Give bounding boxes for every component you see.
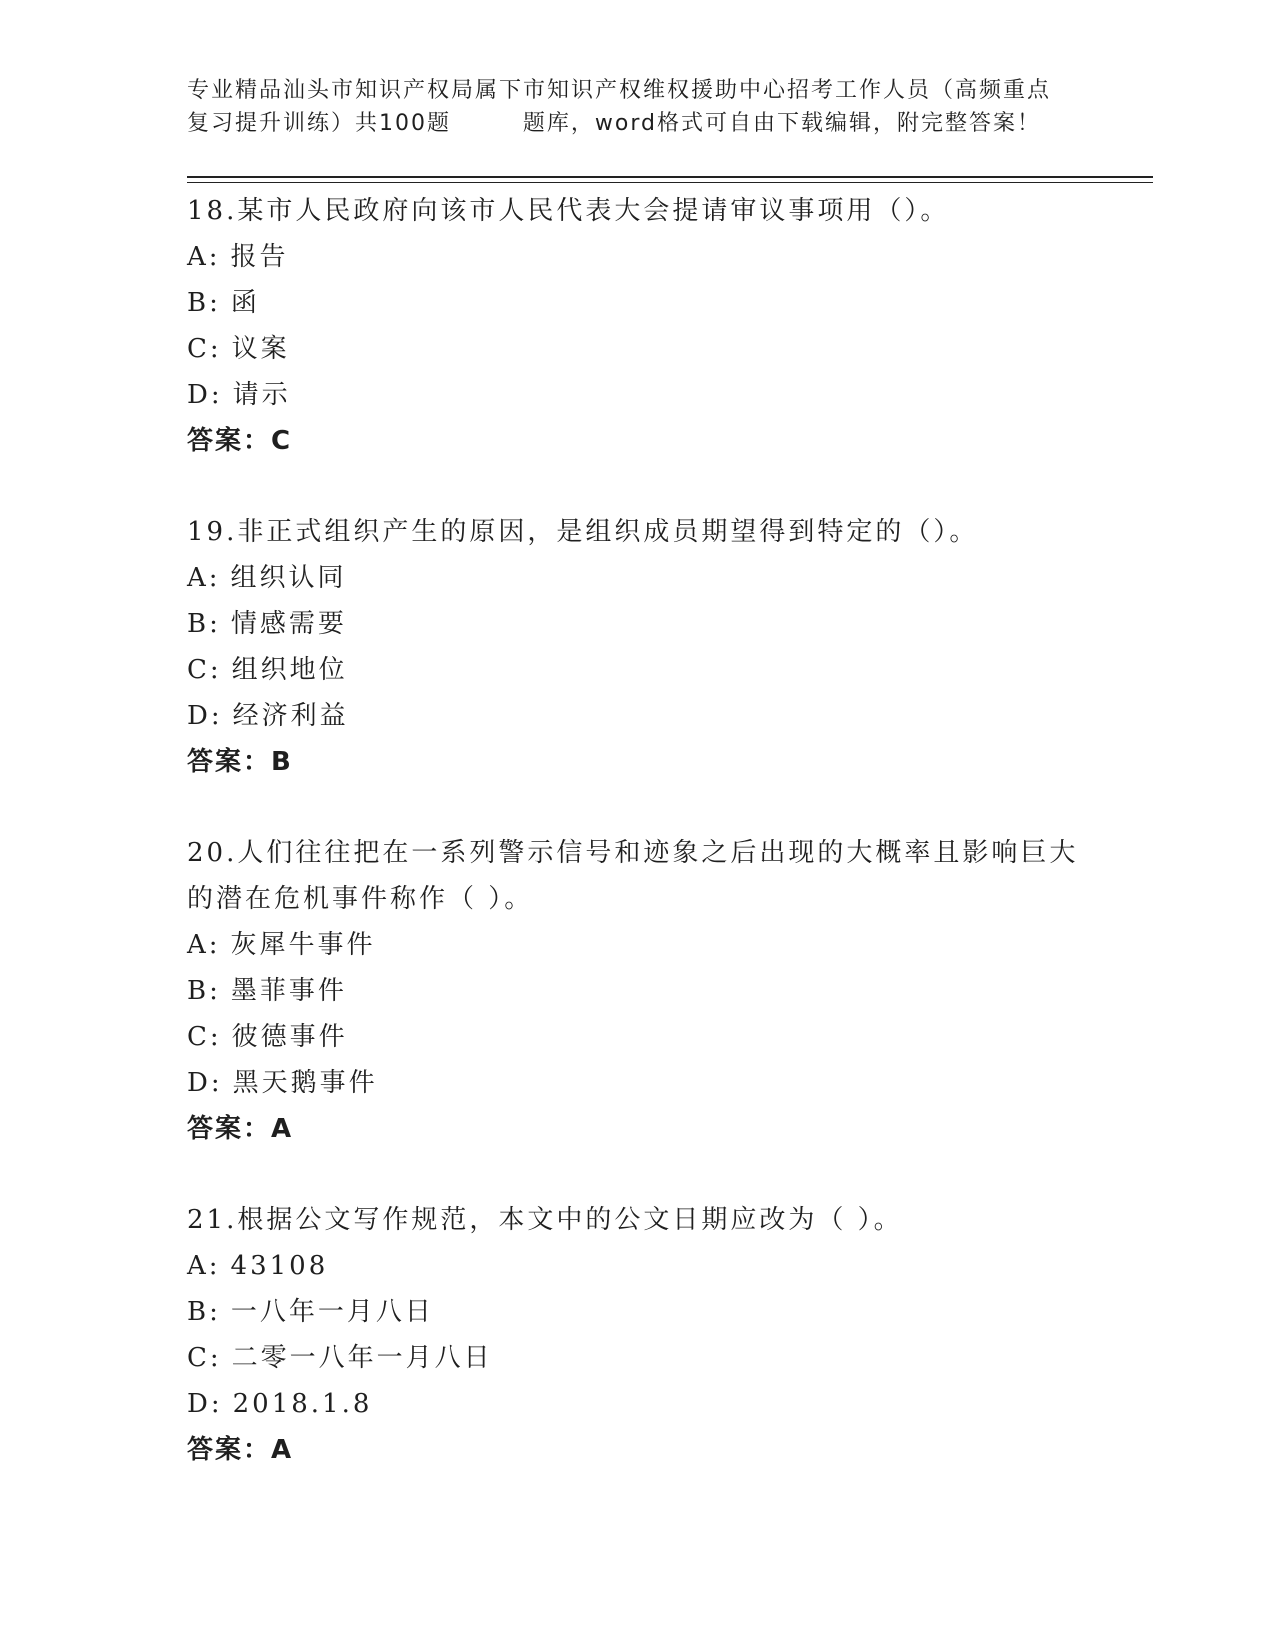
option-text: 二零一八年一月八日 xyxy=(231,1343,493,1373)
option-text: 组织地位 xyxy=(231,655,348,685)
option-text: 组织认同 xyxy=(230,563,347,593)
option-letter: C: xyxy=(187,1343,222,1373)
question-stem xyxy=(187,509,1147,555)
option-c xyxy=(187,326,1147,372)
option-letter: B: xyxy=(187,976,221,1006)
question-stem-line: 的潜在危机事件称作（ ）。 xyxy=(187,884,534,914)
option-letter: B: xyxy=(187,1297,221,1327)
question-list xyxy=(187,188,1147,1518)
question-stem xyxy=(187,830,1147,922)
option-text: 灰犀牛事件 xyxy=(230,930,376,960)
option-letter: D: xyxy=(187,1389,223,1419)
option-text: 43108 xyxy=(230,1251,329,1281)
option-b xyxy=(187,601,1147,647)
option-letter: C: xyxy=(187,334,222,364)
option-d xyxy=(187,693,1147,739)
question-stem-line: 18.某市人民政府向该市人民代表大会提请审议事项用（）。 xyxy=(187,196,950,226)
option-text: 情感需要 xyxy=(230,609,347,639)
header-divider-thin xyxy=(187,182,1153,183)
option-text: 议案 xyxy=(231,334,290,364)
question-stem-line: 20.人们往往把在一系列警示信号和迹象之后出现的大概率且影响巨大 xyxy=(187,838,1079,868)
option-a xyxy=(187,234,1147,280)
option-letter: D: xyxy=(187,1068,223,1098)
option-text: 墨菲事件 xyxy=(230,976,347,1006)
option-c xyxy=(187,1014,1147,1060)
question-item xyxy=(187,188,1147,464)
option-letter: C: xyxy=(187,1022,222,1052)
option-letter: B: xyxy=(187,288,221,318)
option-text: 2018.1.8 xyxy=(232,1389,373,1419)
option-d xyxy=(187,1381,1147,1427)
option-d xyxy=(187,1060,1147,1106)
document-header xyxy=(187,74,1107,140)
option-letter: B: xyxy=(187,609,221,639)
option-letter: A: xyxy=(187,1251,221,1281)
option-text: 经济利益 xyxy=(232,701,349,731)
option-text: 请示 xyxy=(232,380,291,410)
option-text: 报告 xyxy=(230,242,289,272)
question-item xyxy=(187,830,1147,1152)
option-b xyxy=(187,968,1147,1014)
question-stem-line: 21.根据公文写作规范，本文中的公文日期应改为（ ）。 xyxy=(187,1205,903,1235)
option-text: 彼德事件 xyxy=(231,1022,348,1052)
question-item xyxy=(187,1197,1147,1473)
option-d xyxy=(187,372,1147,418)
option-b xyxy=(187,280,1147,326)
option-a xyxy=(187,555,1147,601)
option-letter: D: xyxy=(187,380,223,410)
answer-line: 答案：B xyxy=(187,747,293,777)
header-line-2: 复习提升训练）共100题 题库，word格式可自由下载编辑，附完整答案！ xyxy=(187,111,1042,136)
question-stem xyxy=(187,1197,1147,1243)
option-letter: A: xyxy=(187,930,221,960)
question-item xyxy=(187,509,1147,785)
answer-line: 答案：A xyxy=(187,1435,294,1465)
option-letter: D: xyxy=(187,701,223,731)
answer-line: 答案：A xyxy=(187,1114,294,1144)
option-text: 函 xyxy=(230,288,260,318)
header-divider-thick xyxy=(187,176,1153,178)
option-letter: A: xyxy=(187,563,221,593)
option-c xyxy=(187,647,1147,693)
option-text: 黑天鹅事件 xyxy=(232,1068,378,1098)
question-stem-line: 19.非正式组织产生的原因，是组织成员期望得到特定的（）。 xyxy=(187,517,979,547)
option-a xyxy=(187,922,1147,968)
option-text: 一八年一月八日 xyxy=(230,1297,434,1327)
answer-line: 答案：C xyxy=(187,426,293,456)
header-line-1: 专业精品汕头市知识产权局属下市知识产权维权援助中心招考工作人员（高频重点 xyxy=(187,78,1052,103)
question-stem xyxy=(187,188,1147,234)
option-a xyxy=(187,1243,1147,1289)
option-letter: C: xyxy=(187,655,222,685)
option-letter: A: xyxy=(187,242,221,272)
option-b xyxy=(187,1289,1147,1335)
option-c xyxy=(187,1335,1147,1381)
